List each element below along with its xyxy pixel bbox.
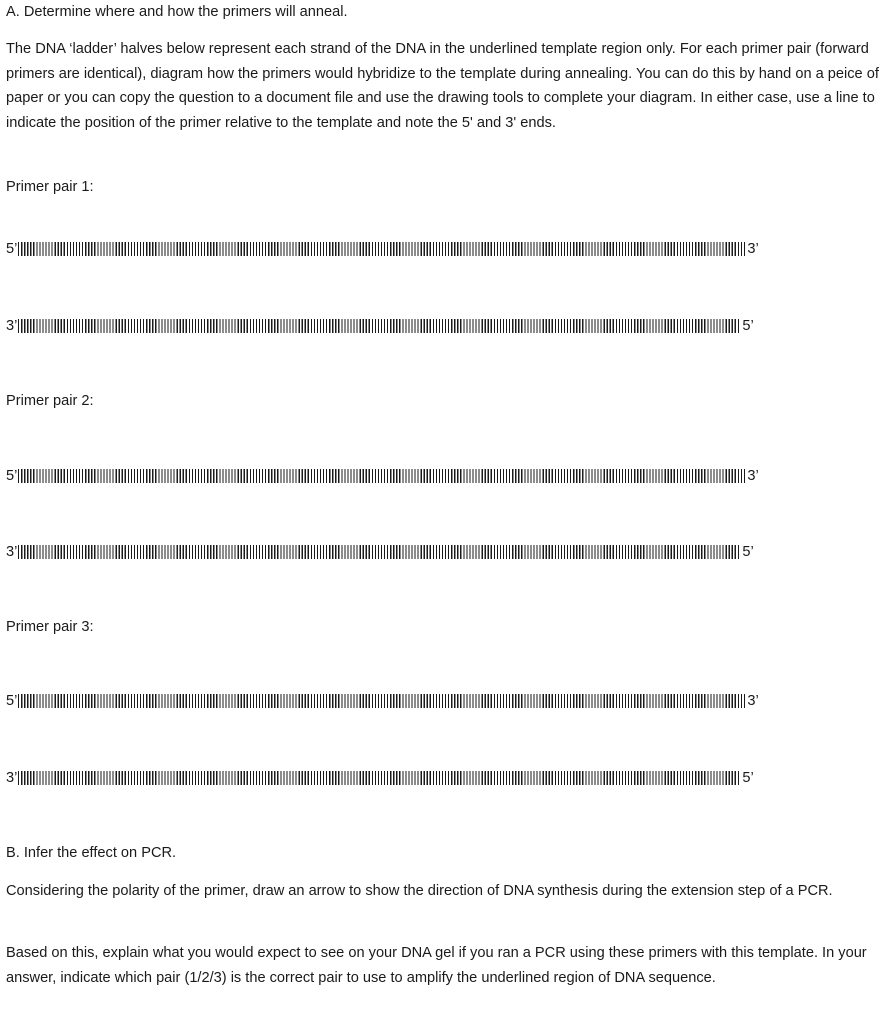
dna-ladder-ticks xyxy=(18,242,746,256)
dna-ladder-ticks xyxy=(18,771,741,785)
strand-right-end: 5’ xyxy=(742,770,754,786)
strand-right-end: 5’ xyxy=(742,544,754,560)
strand-left-end: 5’ xyxy=(6,241,18,257)
part-a-heading: A. Determine where and how the primers will anneal. xyxy=(6,4,348,20)
dna-ladder-ticks xyxy=(18,319,741,333)
strand-left-end: 3’ xyxy=(6,770,18,786)
primer-pair-2-label: Primer pair 2: xyxy=(6,393,94,409)
strand-right-end: 3’ xyxy=(747,241,759,257)
part-b-paragraph-1: Considering the polarity of the primer, draw an arrow to show the direction of DNA synthesis during the extension step of a PCR. xyxy=(6,883,833,899)
strand-left-end: 3’ xyxy=(6,544,18,560)
strand-right-end: 3’ xyxy=(747,468,759,484)
strand-left-end: 5’ xyxy=(6,693,18,709)
primer-pair-1-bottom-strand xyxy=(6,318,754,334)
dna-ladder-ticks xyxy=(18,545,741,559)
primer-pair-3-label: Primer pair 3: xyxy=(6,619,94,635)
dna-ladder-ticks xyxy=(18,469,746,483)
part-b-paragraph-2: Based on this, explain what you would expect to see on your DNA gel if you ran a PCR using these primers with this template. In your answer, indicate which pair (1/2/3) is the correct pair to use to amplify the underlined region of DNA sequence. xyxy=(6,945,867,986)
strand-right-end: 5’ xyxy=(742,318,754,334)
strand-left-end: 3’ xyxy=(6,318,18,334)
primer-pair-1-top-strand xyxy=(6,241,759,257)
primer-pair-2-top-strand xyxy=(6,468,759,484)
strand-left-end: 5’ xyxy=(6,468,18,484)
part-a-instructions: The DNA ‘ladder’ halves below represent each strand of the DNA in the underlined template region only. For each primer pair (forward primers are identical), diagram how the primers would hybridize to the template during annealing. You can do this by hand on a peice of paper or you can copy the question to a document file and use the drawing tools to complete your diagram. In either case, use a line to indicate the position of the primer relative to the template and note the 5' and 3' ends. xyxy=(6,41,879,131)
primer-pair-3-top-strand xyxy=(6,693,759,709)
strand-right-end: 3’ xyxy=(747,693,759,709)
primer-pair-3-bottom-strand xyxy=(6,770,754,786)
primer-pair-1-label: Primer pair 1: xyxy=(6,179,94,195)
part-b-heading: B. Infer the effect on PCR. xyxy=(6,845,177,861)
primer-pair-2-bottom-strand xyxy=(6,544,754,560)
dna-ladder-ticks xyxy=(18,694,746,708)
